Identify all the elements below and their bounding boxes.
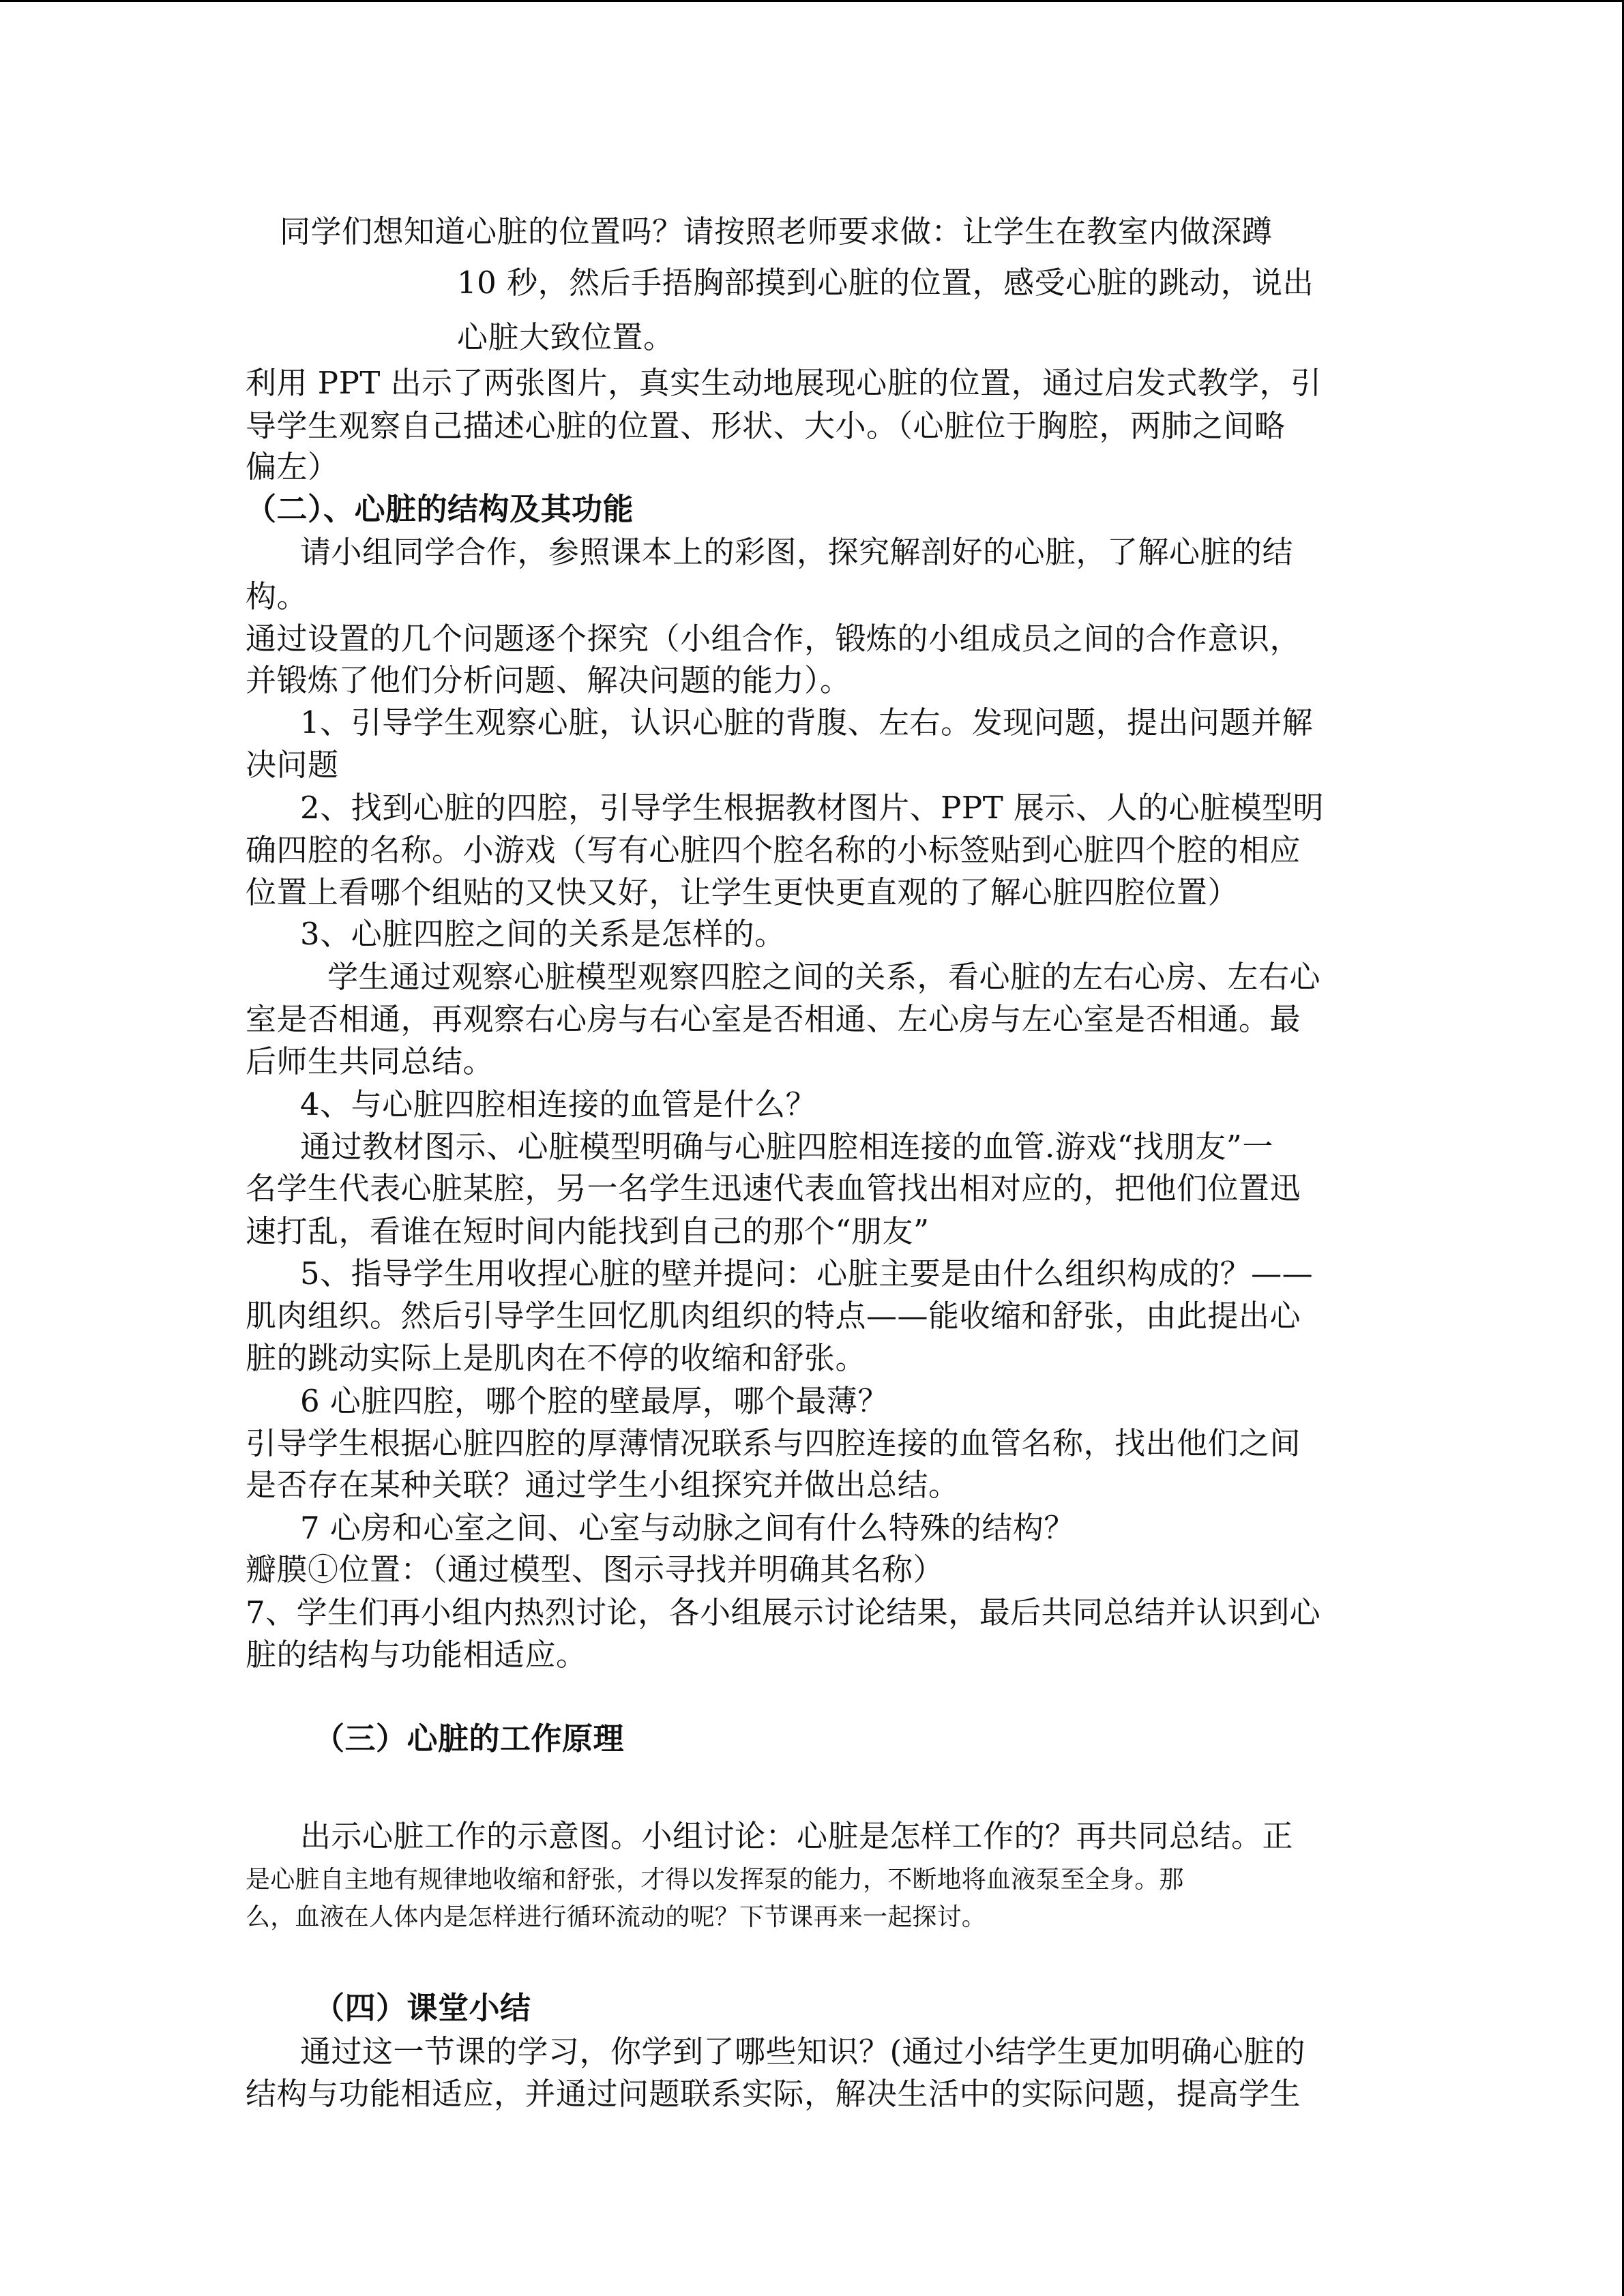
paragraph-line: 么，血液在人体内是怎样进行循环流动的呢？下节课再来一起探讨。 bbox=[246, 1903, 987, 1931]
paragraph-line: 并锻炼了他们分析问题、解决问题的能力）。 bbox=[246, 662, 851, 698]
paragraph-line: 1、引导学生观察心脏，认识心脏的背腹、左右。发现问题，提出问题并解 bbox=[300, 704, 1314, 741]
paragraph-line: 5、指导学生用收捏心脏的壁并提问：心脏主要是由什么组织构成的？—— bbox=[300, 1255, 1314, 1292]
paragraph-line: 2、找到心脏的四腔，引导学生根据教材图片、PPT 展示、人的心脏模型明 bbox=[300, 790, 1325, 826]
paragraph-line: 10 秒，然后手捂胸部摸到心脏的位置，感受心脏的跳动，说出 bbox=[457, 265, 1314, 301]
paragraph-line: 瓣膜①位置：（通过模型、图示寻找并明确其名称） bbox=[246, 1551, 945, 1587]
paragraph-line: 心脏大致位置。 bbox=[457, 319, 675, 355]
paragraph-line: 室是否相通，再观察右心房与右心室是否相通、左心房与左心室是否相通。最 bbox=[246, 1001, 1301, 1037]
paragraph-line: 通过这一节课的学习，你学到了哪些知识？(通过小结学生更加明确心脏的 bbox=[300, 2033, 1306, 2070]
paragraph-line: 是否存在某种关联？通过学生小组探究并做出总结。 bbox=[246, 1467, 960, 1503]
paragraph-line: 偏左） bbox=[246, 449, 339, 485]
page-border-top bbox=[0, 0, 1624, 2]
paragraph-line: 结构与功能相适应，并通过问题联系实际，解决生活中的实际问题，提高学生 bbox=[246, 2076, 1301, 2112]
paragraph-line: 名学生代表心脏某腔，另一名学生迅速代表血管找出相对应的，把他们位置迅 bbox=[246, 1170, 1301, 1206]
paragraph-line: 4、与心脏四腔相连接的血管是什么？ bbox=[300, 1086, 817, 1122]
paragraph-line: 脏的跳动实际上是肌肉在不停的收缩和舒张。 bbox=[246, 1340, 867, 1376]
paragraph-line: 构。 bbox=[246, 578, 308, 614]
paragraph-line: 6 心脏四腔，哪个腔的壁最厚，哪个最薄？ bbox=[300, 1383, 889, 1419]
paragraph-line: 确四腔的名称。小游戏（写有心脏四个腔名称的小标签贴到心脏四个腔的相应 bbox=[246, 832, 1301, 868]
paragraph-line: 导学生观察自己描述心脏的位置、形状、大小。（心脏位于胸腔，两肺之间略 bbox=[246, 408, 1286, 444]
paragraph-line: 是心脏自主地有规律地收缩和舒张，才得以发挥泵的能力，不断地将血液泵至全身。那 bbox=[246, 1866, 1184, 1894]
paragraph-line: 引导学生根据心脏四腔的厚薄情况联系与四腔连接的血管名称，找出他们之间 bbox=[246, 1425, 1301, 1461]
paragraph-line: 通过教材图示、心脏模型明确与心脏四腔相连接的血管.游戏“找朋友”一 bbox=[300, 1129, 1273, 1165]
paragraph-line: 利用 PPT 出示了两张图片，真实生动地展现心脏的位置，通过启发式教学，引 bbox=[246, 365, 1322, 401]
section-heading-2: （二）、心脏的结构及其功能 bbox=[246, 491, 634, 527]
paragraph-line: 3、心脏四腔之间的关系是怎样的。 bbox=[300, 916, 786, 952]
paragraph-line: 出示心脏工作的示意图。小组讨论：心脏是怎样工作的？再共同总结。正 bbox=[300, 1818, 1294, 1854]
paragraph-line: 肌肉组织。然后引导学生回忆肌肉组织的特点——能收缩和舒张，由此提出心 bbox=[246, 1298, 1301, 1334]
paragraph-line: 7 心房和心室之间、心室与动脉之间有什么特殊的结构？ bbox=[300, 1510, 1075, 1546]
paragraph-line: 同学们想知道心脏的位置吗？请按照老师要求做：让学生在教室内做深蹲 bbox=[280, 213, 1273, 250]
paragraph-line: 速打乱，看谁在短时间内能找到自己的那个“朋友” bbox=[246, 1213, 930, 1249]
paragraph-line: 学生通过观察心脏模型观察四腔之间的关系，看心脏的左右心房、左右心 bbox=[327, 959, 1321, 995]
section-heading-3: （三）心脏的工作原理 bbox=[314, 1720, 625, 1757]
paragraph-line: 7、学生们再小组内热烈讨论，各小组展示讨论结果，最后共同总结并认识到心 bbox=[246, 1594, 1321, 1630]
paragraph-line: 位置上看哪个组贴的又快又好，让学生更快更直观的了解心脏四腔位置） bbox=[246, 874, 1239, 910]
paragraph-line: 请小组同学合作，参照课本上的彩图，探究解剖好的心脏，了解心脏的结 bbox=[300, 534, 1294, 570]
paragraph-line: 脏的结构与功能相适应。 bbox=[246, 1637, 587, 1673]
paragraph-line: 决问题 bbox=[246, 747, 339, 783]
section-heading-4: （四）课堂小结 bbox=[314, 1990, 531, 2026]
paragraph-line: 后师生共同总结。 bbox=[246, 1043, 494, 1079]
paragraph-line: 通过设置的几个问题逐个探究（小组合作，锻炼的小组成员之间的合作意识， bbox=[246, 621, 1301, 657]
